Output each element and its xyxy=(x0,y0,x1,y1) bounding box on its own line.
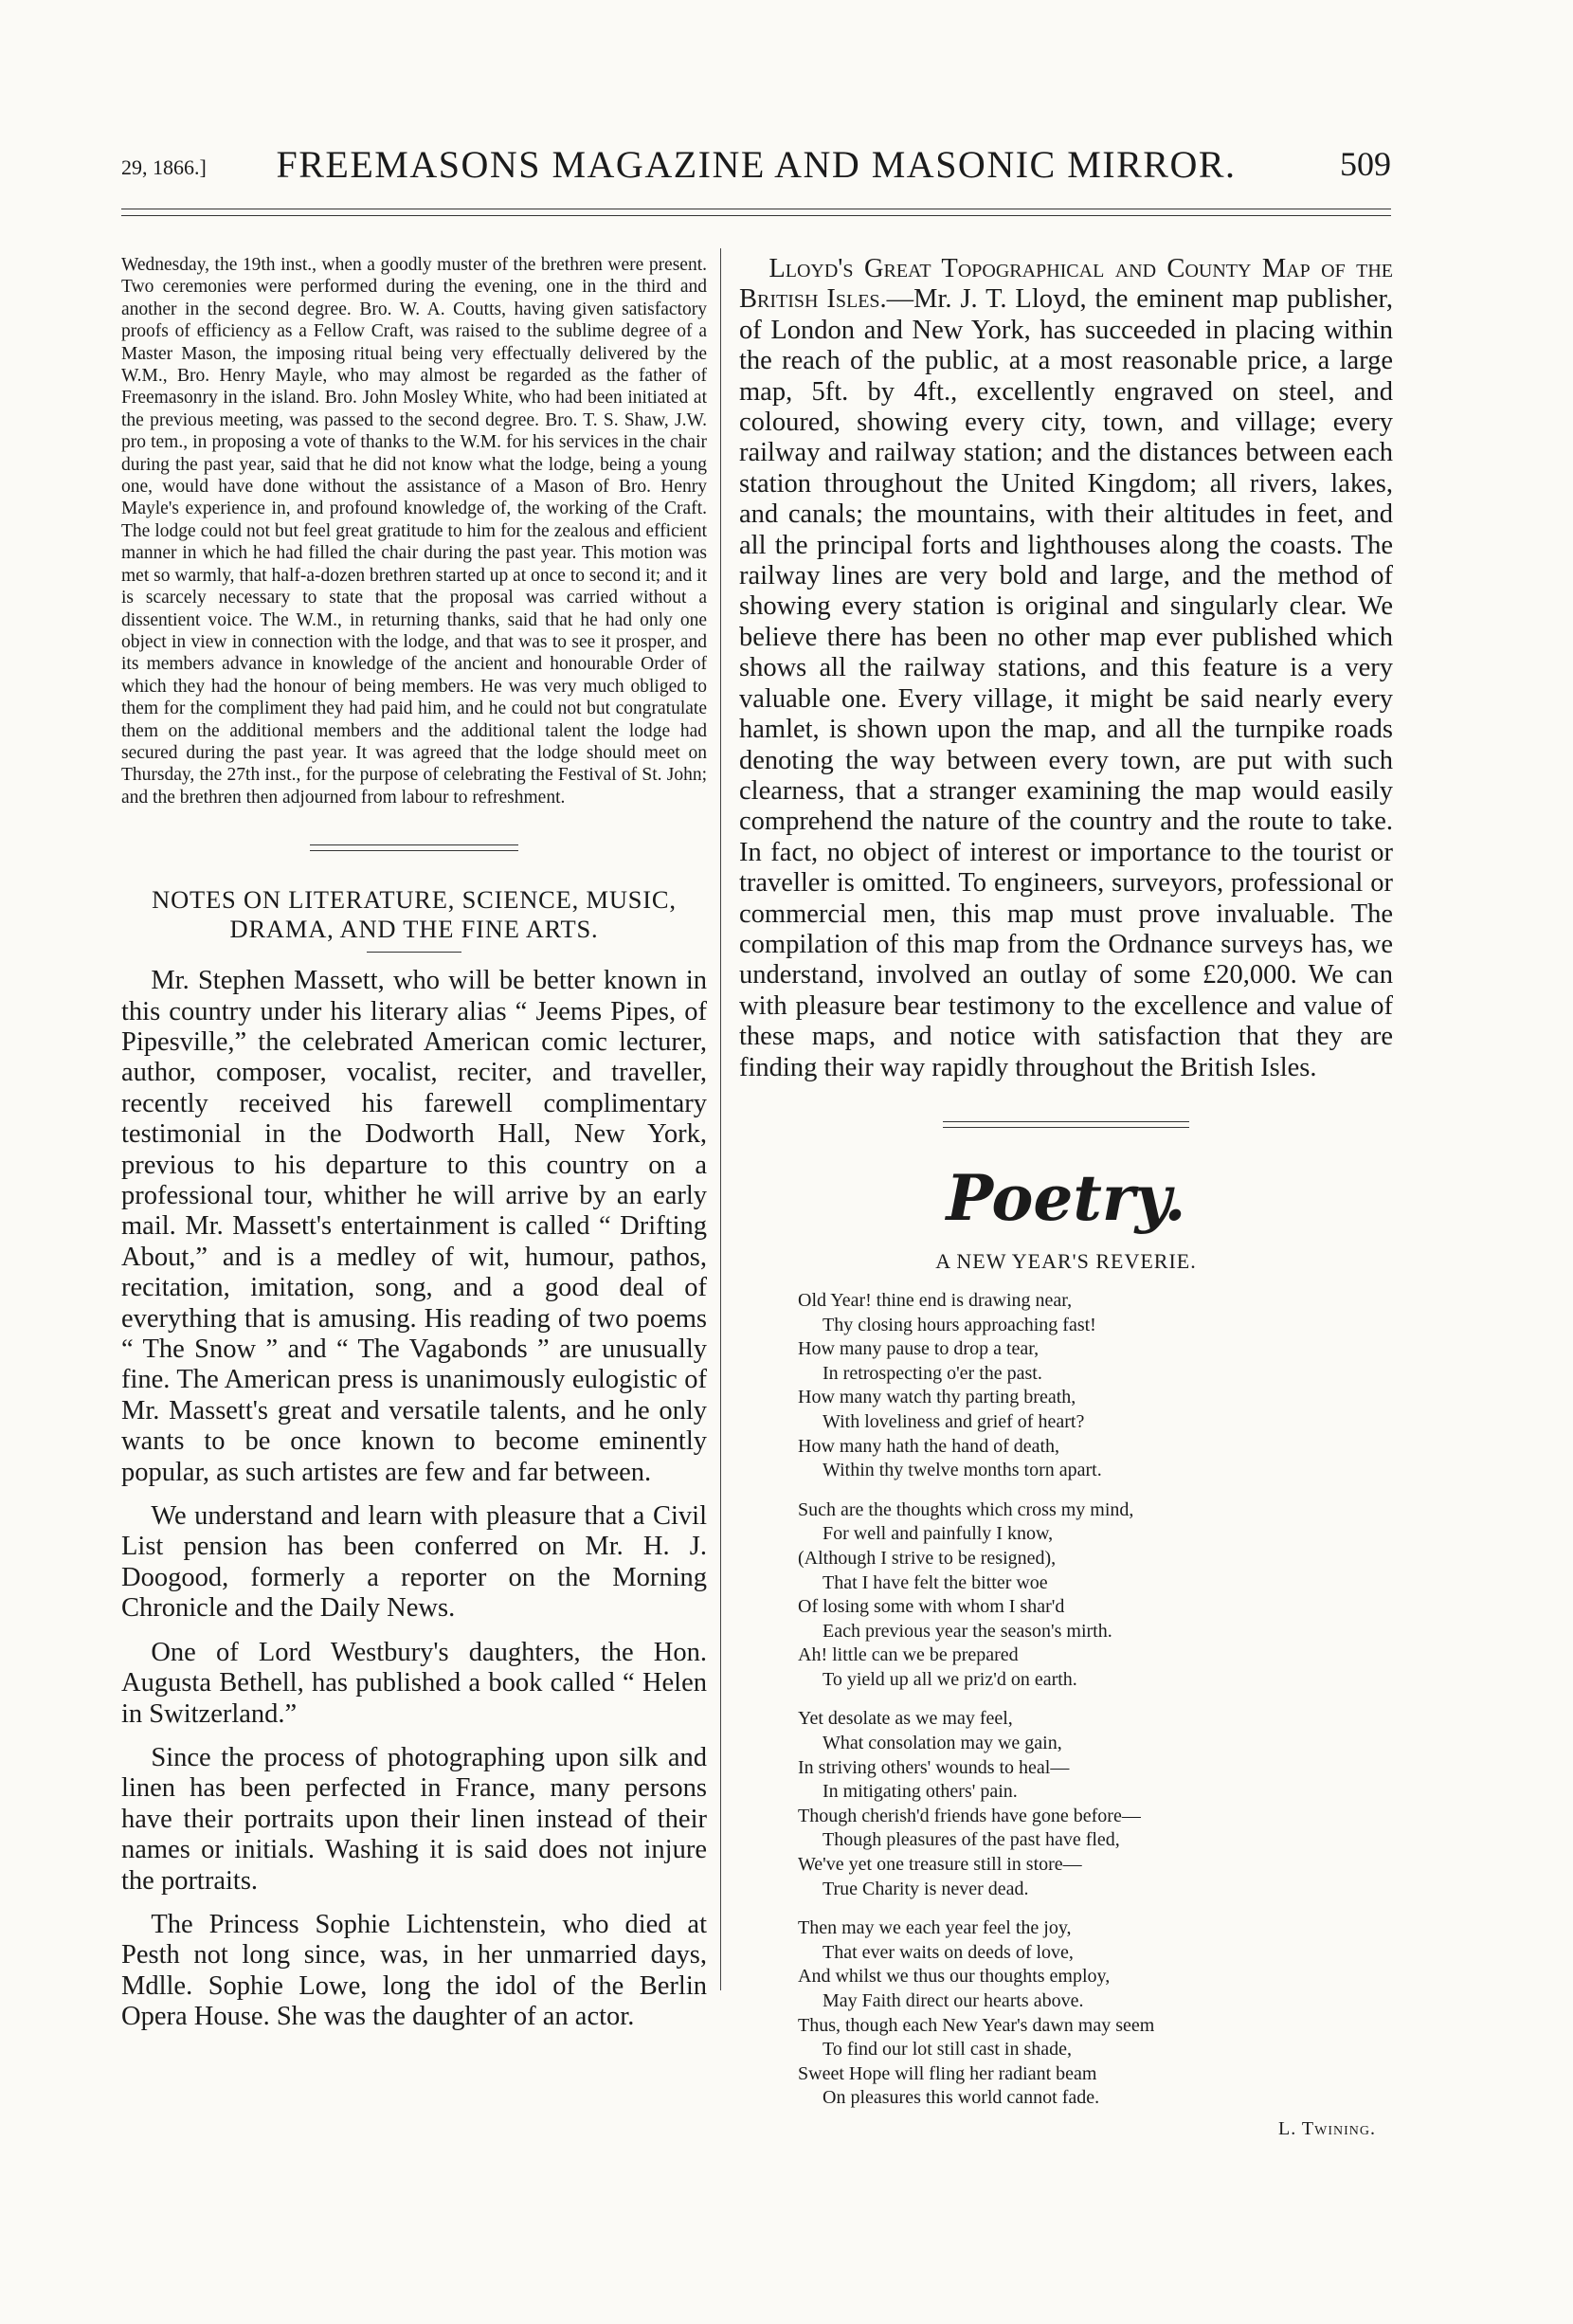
poem-line: Though pleasures of the past have fled, xyxy=(823,1829,1120,1851)
article-paragraph: Mr. Stephen Massett, who will be better known in this country under his literary alias “ Jeems Pipes, of Pipesville,” the celebrated American comic lecturer, author, composer, vocalist, reciter, and traveller, recently received his farewell complimentary testimonial in the Dodworth Hall, New York, previous to his departure to this country on a professional tour, whither he will arrive by an early mail. Mr. Massett's entertainment is called “ Drifting About,” and is a medley of wit, humour, pathos, recitation, imitation, song, and a good deal of everything that is amusing. His reading of two poems “ The Snow ” and “ The Vagabonds ” are unusually fine. The American press is unanimously eulogistic of Mr. Massett's great and versatile talents, and he only wants to be once known to become eminently popular, as such artistes are few and far between. xyxy=(121,966,707,1487)
section-separator xyxy=(943,1121,1189,1128)
poem-stanza xyxy=(798,1289,1393,1483)
poem-line: Though cherish'd friends have gone before— xyxy=(798,1805,1141,1826)
poem-line: In mitigating others' pain. xyxy=(823,1781,1018,1803)
poem-stanza xyxy=(798,1916,1393,2111)
section-title-line-2: DRAMA, AND THE FINE ARTS. xyxy=(229,915,599,944)
poem-line: For well and painfully I know, xyxy=(823,1523,1054,1545)
section-title xyxy=(121,885,707,944)
page-header xyxy=(121,135,1391,201)
lodge-report-text: Wednesday, the 19th inst., when a goodly muster of the brethren were present. Two ceremonies were performed during the evening, one in the third and another in the second degree. Bro. W. A. Coutts, having given satisfactory proofs of efficiency as a Fellow Craft, was raised to the sublime degree of a Master Mason, the imposing ritual being very effectually delivered by the W.M., Bro. Henry Mayle, who may almost be regarded as the father of Freemasonry in the island. Bro. John Mosley White, who had been initiated at the previous meeting, was passed to the second degree. Bro. T. S. Shaw, J.W. pro tem., in proposing a vote of thanks to the W.M. for his services in the chair during the past year, said that he did not know what the lodge, being a young one, would have done without the assistance of a Mason of Bro. Henry Mayle's experience in, and profound knowledge of, the working of the Craft. The lodge could not but feel great gratitude to him for the zealous and efficient manner in which he had filled the chair during the past year. This motion was met so warmly, that half-a-dozen brethren started up at once to second it; and it is scarcely necessary to state that the proposal was carried without a dissentient voice. The W.M., in returning thanks, said that he had only one object in view in connection with the lodge, and that was to see it prosper, and its members advance in knowledge of the ancient and honourable Order of which they had the honour of being members. He was very much obliged to them for the compliment they had paid him, and he could not but congratulate them on the additional members and the additional talent the lodge had secured during the past year. It was agreed that the lodge should meet on Thursday, the 27th inst., for the purpose of celebrating the Festival of St. John; and the brethren then adjourned from labour to refreshment. xyxy=(121,255,707,808)
poem-line: In striving others' wounds to heal— xyxy=(798,1756,1070,1778)
poem-line: Thy closing hours approaching fast! xyxy=(823,1314,1096,1335)
poem-line: How many hath the hand of death, xyxy=(798,1435,1060,1457)
article-paragraph: We understand and learn with pleasure that a Civil List pension has been conferred on Mr. H. J. Doogood, formerly a reporter on the Morning Chronicle and the Daily News. xyxy=(121,1501,707,1624)
page-number: 509 xyxy=(1340,145,1391,183)
poem-line: Of losing some with whom I shar'd xyxy=(798,1596,1065,1618)
article-paragraph: Since the process of photographing upon silk and linen has been perfected in France, many persons have their portraits upon their linen instead of their names or initials. Washing it is said does not injure the portraits. xyxy=(121,1742,707,1896)
poem-line: Sweet Hope will fling her radiant beam xyxy=(798,2062,1097,2084)
poem-line: With loveliness and grief of heart? xyxy=(823,1410,1085,1432)
section-separator xyxy=(310,844,518,851)
left-column xyxy=(121,254,707,2033)
poetry-heading: Poetry. xyxy=(946,1160,1186,1235)
poem-line: What consolation may we gain, xyxy=(823,1733,1062,1754)
poem xyxy=(739,1289,1393,2111)
magazine-title: FREEMASONS MAGAZINE AND MASONIC MIRROR. xyxy=(276,143,1237,186)
poem-line: Within thy twelve months torn apart. xyxy=(823,1460,1102,1481)
header-rule-double xyxy=(121,215,1391,216)
map-notice-heading: Lloyd's Great Topographical and County Map of the British Isles. xyxy=(739,254,1393,315)
poem-line: Then may we each year feel the joy, xyxy=(798,1917,1072,1939)
poem-line: How many watch thy parting breath, xyxy=(798,1387,1076,1408)
poem-line: That I have felt the bitter woe xyxy=(823,1571,1048,1593)
header-date: 29, 1866.] xyxy=(121,155,207,179)
poem-line: To find our lot still cast in shade, xyxy=(823,2039,1073,2061)
poem-line: That ever waits on deeds of love, xyxy=(823,1941,1074,1963)
map-notice-body: —Mr. J. T. Lloyd, the eminent map publisher, of London and New York, has succeeded in placing within the reach of the public, at a most reasonable price, a large map, 5ft. by 4ft., excellently engraved on steel, and coloured, showing every city, town, and village; every railway and railway station; and the distances between each station throughout the United Kingdom; all rivers, lakes, and canals; the mountains, with their altitudes in feet, and all the principal forts and lighthouses along the coasts. The railway lines are very bold and large, and the method of showing every station is original and singularly clear. We believe there has been no other map ever published which shows all the railway stations, and this feature is a very valuable one. Every village, it might be said nearly every hamlet, is shown upon the map, and all the turnpike roads denoting the way between every town, are put with such clearness, that a stranger examining the map would easily comprehend the nature of the country and the route to take. In fact, no object of interest or importance to the tourist or traveller is omitted. To engineers, surveyors, professional or commercial men, this map must prove invaluable. The compilation of this map from the Ordnance surveys has, we understand, involved an outlay of some £20,000. We can with pleasure bear testimony to the excellence and value of these maps, and notice with satisfaction that they are finding their way rapidly throughout the British Isles. xyxy=(739,284,1394,1082)
poem-line: In retrospecting o'er the past. xyxy=(823,1362,1042,1384)
poem-line: Old Year! thine end is drawing near, xyxy=(798,1289,1073,1311)
right-column xyxy=(739,254,1393,2140)
poem-author: L. Twining. xyxy=(1278,2117,1376,2139)
poem-title: A NEW YEAR'S REVERIE. xyxy=(935,1248,1197,1273)
poem-line: (Although I strive to be resigned), xyxy=(798,1547,1057,1569)
poem-line: We've yet one treasure still in store— xyxy=(798,1854,1082,1876)
poem-line: Each previous year the season's mirth. xyxy=(823,1620,1112,1642)
title-rule xyxy=(367,952,461,953)
poem-line: Yet desolate as we may feel, xyxy=(798,1708,1013,1730)
poem-line: How many pause to drop a tear, xyxy=(798,1338,1040,1360)
article-paragraph: The Princess Sophie Lichtenstein, who died at Pesth not long since, was, in her unmarried days, Mdlle. Sophie Lowe, long the idol of the Berlin Opera House. She was the daughter of an actor. xyxy=(121,1909,707,2032)
poem-stanza xyxy=(798,1498,1393,1693)
column-divider xyxy=(720,248,721,1990)
map-notice xyxy=(739,254,1393,1083)
poem-line: On pleasures this world cannot fade. xyxy=(823,2087,1100,2109)
poem-line: Thus, though each New Year's dawn may seem xyxy=(798,2014,1155,2036)
poem-line: True Charity is never dead. xyxy=(823,1878,1029,1899)
poem-line: To yield up all we priz'd on earth. xyxy=(823,1668,1077,1690)
poem-line: May Faith direct our hearts above. xyxy=(823,1990,1084,2011)
section-title-line-1: NOTES ON LITERATURE, SCIENCE, MUSIC, xyxy=(152,885,677,915)
poem-stanza xyxy=(798,1707,1393,1901)
poem-line: Ah! little can we be prepared xyxy=(798,1644,1019,1666)
poem-line: Such are the thoughts which cross my mind, xyxy=(798,1498,1134,1520)
article-paragraph: One of Lord Westbury's daughters, the Hon. Augusta Bethell, has published a book called “ Helen in Switzerland.” xyxy=(121,1637,707,1729)
poem-line: And whilst we thus our thoughts employ, xyxy=(798,1966,1111,1988)
